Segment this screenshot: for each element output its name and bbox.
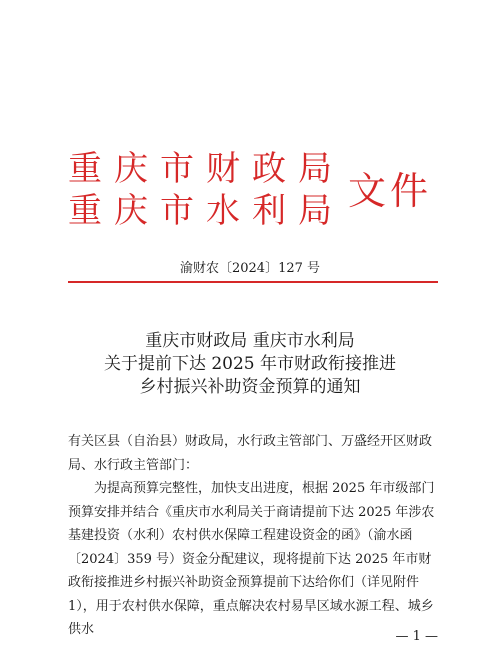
document-header — [68, 150, 438, 234]
document-body — [68, 430, 440, 642]
document-type: 文件 — [348, 169, 433, 213]
issuing-agency-2: 重庆市水利局 — [68, 191, 344, 231]
red-divider — [68, 281, 438, 283]
issuing-agency-1: 重庆市财政局 — [68, 149, 344, 189]
page-number: — 1 — — [395, 629, 438, 644]
body-paragraph: 为提高预算完整性，加快支出进度，根据 2025 年市级部门预算安排并结合《重庆市水利局关于商请提前下达 2025 年涉农基建投资（水利）农村供水保障工程建设资金的函》（渝水函〔2024〕359 号）资金分配建议，现将提前下达 2025 年市财政衔接推进乡村振兴补助资金预算提前下达给你们（详见附件 1），用于农村供水保障，重点解决农村易旱区域水源工程、城乡供水 — [68, 481, 435, 637]
title-line-2: 关于提前下达 2025 年市财政衔接推进 — [103, 354, 397, 374]
title-line-1: 重庆市财政局 重庆市水利局 — [145, 331, 355, 351]
title-line-3: 乡村振兴补助资金预算的通知 — [139, 377, 361, 397]
addressee: 有关区县（自治县）财政局，水行政主管部门、万盛经开区财政局、水行政主管部门： — [68, 434, 433, 473]
document-number: 渝财农〔2024〕127 号 — [179, 261, 321, 276]
document-title — [0, 330, 500, 399]
